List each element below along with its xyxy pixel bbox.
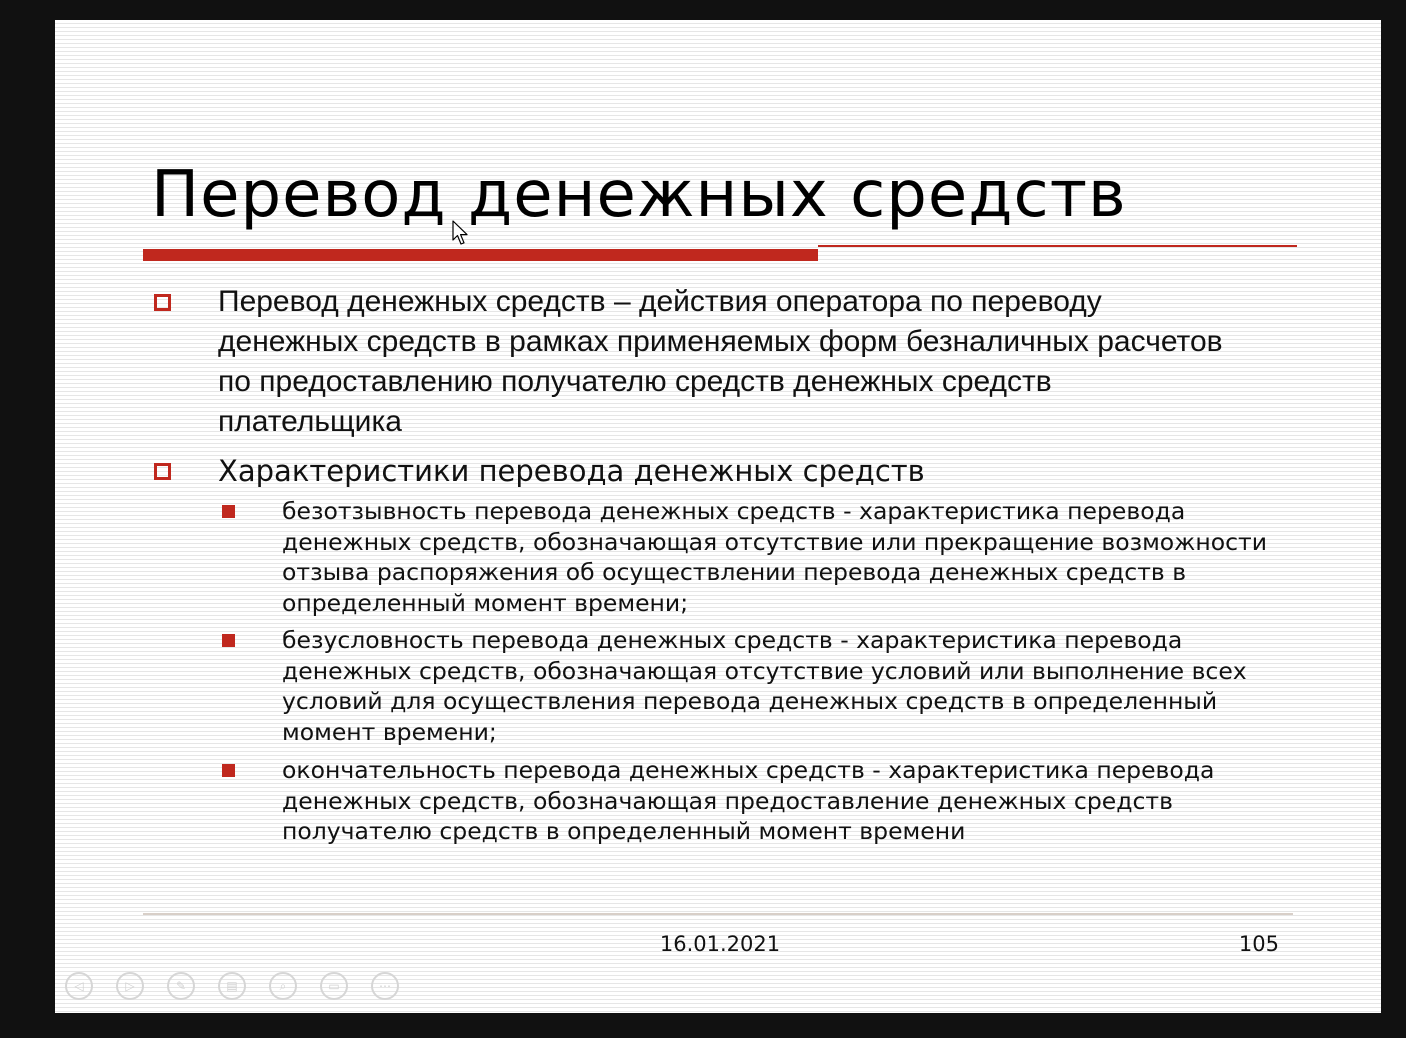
arrow-left-icon[interactable]: ◁ (65, 972, 93, 1000)
filled-square-bullet-icon (222, 634, 235, 647)
filled-square-bullet-icon (222, 505, 235, 518)
subtitles-icon[interactable]: ▭ (320, 972, 348, 1000)
slides-icon[interactable]: ▤ (218, 972, 246, 1000)
presentation-slide (55, 20, 1381, 1013)
slideshow-controls (65, 972, 399, 1002)
title-underline-thick (143, 249, 818, 261)
sub-bullet-text: безотзывность перевода денежных средств - характеристика перевода денежных средств, обозначающая отсутствие или прекращение возможности отзыва распоряжения об осуществлении перевода денежных средств в определенный момент времени; (282, 497, 1267, 617)
square-bullet-icon (154, 294, 171, 311)
footer-date: 16.01.2021 (659, 932, 781, 956)
sub-bullet-text: окончательность перевода денежных средств - характеристика перевода денежных средств, обозначающая предоставление денежных средств получателю средств в определенный момент времени (282, 756, 1215, 845)
mouse-cursor-icon (452, 220, 470, 246)
more-icon[interactable]: ⋯ (371, 972, 399, 1000)
pen-icon[interactable]: ✎ (167, 972, 195, 1000)
filled-square-bullet-icon (222, 764, 235, 777)
sub-bullet-text: безусловность перевода денежных средств - характеристика перевода денежных средств, обозначающая отсутствие условий или выполнение всех условий для осуществления перевода денежных средств в определенный момент времени; (282, 626, 1247, 746)
footer-divider (143, 913, 1293, 915)
slide-number: 105 (1238, 932, 1279, 956)
bullet-text: Характеристики перевода денежных средств (218, 454, 925, 488)
slide-title: Перевод денежных средств (151, 158, 1127, 232)
title-underline-thin (818, 245, 1297, 247)
square-bullet-icon (154, 463, 171, 480)
bullet-text: Перевод денежных средств – действия оператора по переводу денежных средств в рамках применяемых форм безналичных расчетов по предоставлению получателю средств денежных средств плательщика (218, 285, 1223, 438)
magnifier-icon[interactable]: ⌕ (269, 972, 297, 1000)
arrow-right-icon[interactable]: ▷ (116, 972, 144, 1000)
